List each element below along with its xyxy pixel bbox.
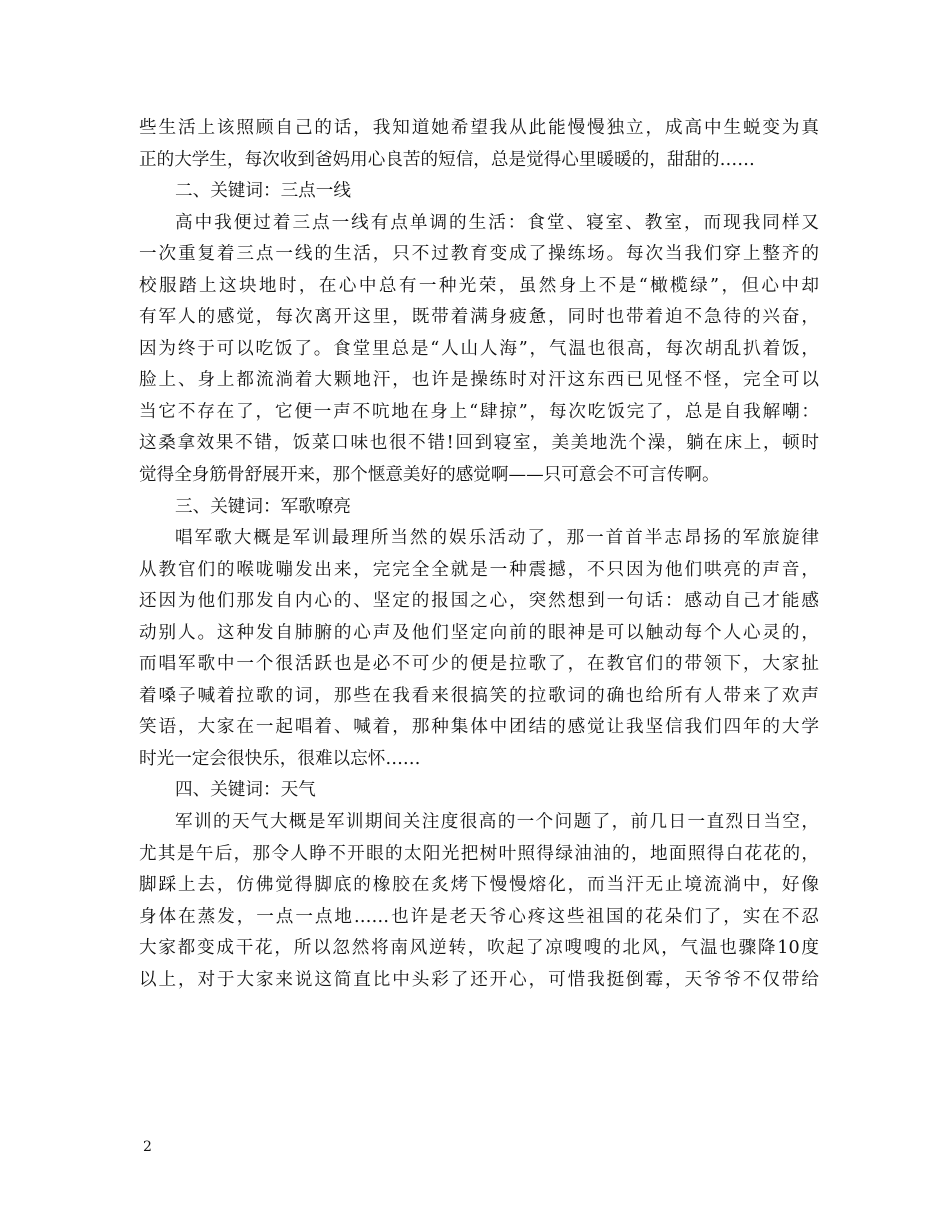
text-line: 一次重复着三点一线的生活，只不过教育变成了操练场。每次当我们穿上整齐的: [139, 244, 819, 265]
text-line: 着嗓子喊着拉歌的词，那些在我看来很搞笑的拉歌词的确也给所有人带来了欢声: [139, 685, 819, 706]
text-line: 从教官们的喉咙嘣发出来，完完全全就是一种震撼，不只因为他们哄亮的声音，: [139, 559, 819, 580]
body-text: [139, 113, 819, 996]
text-line: 些生活上该照顾自己的话，我知道她希望我从此能慢慢独立，成高中生蜕变为真: [139, 118, 819, 138]
page-number: 2: [143, 1139, 152, 1155]
text-line: 尤其是午后，那令人睁不开眼的太阳光把树叶照得绿油油的，地面照得白花花的，: [139, 843, 819, 864]
text-line: 唱军歌大概是军训最理所当然的娱乐活动了，那一首首半志昂扬的军旅旋律: [175, 528, 819, 549]
text-line: 这桑拿效果不错，饭菜口味也很不错!回到寝室，美美地洗个澡，躺在床上，顿时: [139, 433, 819, 454]
text-line: 因为终于可以吃饭了。食堂里总是“人山人海”，气温也很高，每次胡乱扒着饭，: [139, 338, 819, 359]
text-line: 当它不存在了，它便一声不吭地在身上“肆掠”，每次吃饭完了，总是自我解嘲：: [139, 401, 819, 422]
text-line: 有军人的感觉，每次离开这里，既带着满身疲惫，同时也带着迫不急待的兴奋，: [139, 307, 819, 328]
text-line: 正的大学生，每次收到爸妈用心良苦的短信，总是觉得心里暖暖的，甜甜的……: [139, 149, 755, 170]
text-line: 脸上、身上都流淌着大颗地汗，也许是操练时对汗这东西已见怪不怪，完全可以: [139, 370, 819, 391]
text-line: 而唱军歌中一个很活跃也是必不可少的便是拉歌了，在教官们的带领下，大家扯: [139, 654, 819, 675]
text-line: 大家都变成干花，所以忽然将南风逆转，吹起了凉嗖嗖的北风，气温也骤降10度: [139, 938, 819, 959]
text-line: 身体在蒸发，一点一点地……也许是老天爷心疼这些祖国的花朵们了，实在不忍: [139, 906, 819, 927]
section-heading-4: 四、关键词：天气: [175, 780, 316, 801]
section-heading-2: 二、关键词：三点一线: [175, 181, 351, 202]
text-line: 笑语，大家在一起唱着、喊着，那种集体中团结的感觉让我坚信我们四年的大学: [139, 717, 819, 738]
section-heading-3: 三、关键词：军歌嘹亮: [175, 496, 351, 517]
text-line: 脚踩上去，仿佛觉得脚底的橡胶在炙烤下慢慢熔化，而当汗无止境流淌中，好像: [139, 875, 819, 896]
text-line: 以上，对于大家来说这简直比中头彩了还开心，可惜我挺倒霉，天爷爷不仅带给: [139, 969, 819, 990]
text-line: 高中我便过着三点一线有点单调的生活：食堂、寝室、教室，而现我同样又: [175, 212, 819, 233]
text-line: 时光一定会很快乐，很难以忘怀……: [139, 748, 421, 769]
text-line: 还因为他们那发自内心的、坚定的报国之心，突然想到一句话：感动自己才能感: [139, 591, 819, 612]
text-line: 动别人。这种发自肺腑的心声及他们坚定向前的眼神是可以触动每个人心灵的，: [139, 622, 819, 643]
text-line: 校服踏上这块地时，在心中总有一种光荣，虽然身上不是“橄榄绿”，但心中却: [139, 275, 819, 296]
text-line: 军训的天气大概是军训期间关注度很高的一个问题了，前几日一直烈日当空，: [175, 812, 819, 833]
text-line: 觉得全身筋骨舒展开来，那个惬意美好的感觉啊——只可意会不可言传啊。: [139, 465, 720, 486]
